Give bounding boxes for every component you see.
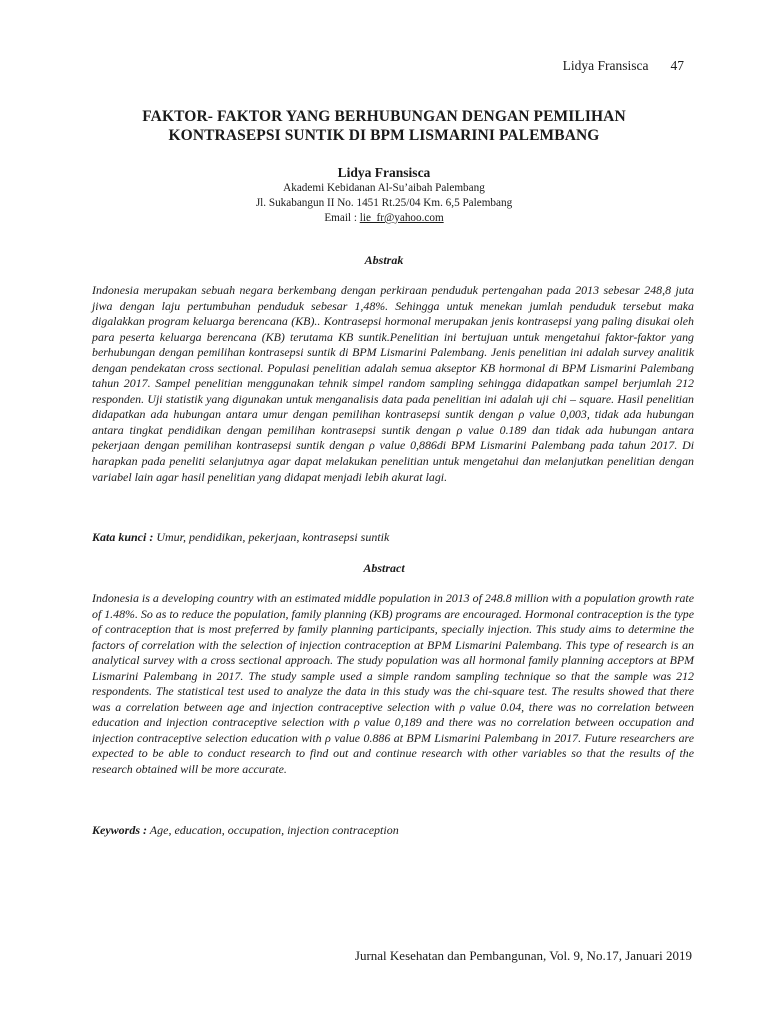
keywords-text: Age, education, occupation, injection contraception (147, 823, 399, 837)
keywords-label: Keywords : (92, 823, 147, 837)
journal-footer: Jurnal Kesehatan dan Pembangunan, Vol. 9, No.17, Januari 2019 (354, 948, 692, 963)
abstrak-heading: Abstrak (364, 253, 404, 267)
running-header (563, 58, 684, 74)
email-link[interactable]: lie_fr@yahoo.com (359, 212, 444, 224)
title-line-2: KONTRASEPSI SUNTIK DI BPM LISMARINI PALEMBANG (168, 127, 600, 144)
email-label: Email : (324, 212, 360, 224)
abstract-text: Indonesia is a developing country with an estimated middle population in 2013 of 248.8 million with a population growth rate of 1.48%. So as to reduce the population, family planning (KB) programs are encouraged. Hormonal contraception is the type of contraception that is most preferred by family planning participants, specially injection. This study aims to determine the factors of correlation with the selection of injection contraception at BPM Lismarini Palembang. This type of research is an analytical survey with a cross sectional approach. The study population was all hormonal family planning acceptors at BPM Lismarini Palembang in 2017. The study sample used a simple random sampling technique so that the sample was 212 respondents. The statistical test used to analyze the data in this study was the chi-square test. The results showed that there was a correlation between age and injection contraceptive selection with ρ value 0.04, there was no correlation between education and injection contraceptive selection with ρ value 0,189 and there was no correlation between occupation and injection contraceptive selection education with ρ value 0.886 at BPM Lismarini Palembang in 2017. Future researchers are expected to be able to conduct research to find out and continue research with other variables so that the results of the research obtained will be more accurate. (92, 591, 694, 777)
author-institution: Akademi Kebidanan Al-Su’aibah Palembang (283, 182, 485, 194)
title-line-1: FAKTOR- FAKTOR YANG BERHUBUNGAN DENGAN PEMILIHAN (142, 108, 626, 125)
header-author: Lidya Fransisca (562, 58, 649, 73)
keywords (92, 823, 694, 838)
abstract-heading: Abstract (363, 561, 405, 575)
author-name: Lidya Fransisca (337, 165, 431, 180)
page-number: 47 (670, 58, 684, 73)
author-address: Jl. Sukabangun II No. 1451 Rt.25/04 Km. 6,5 Palembang (255, 197, 513, 209)
author-email (0, 211, 768, 226)
paper-title (60, 107, 708, 145)
kata-kunci (92, 530, 694, 545)
abstrak-text: Indonesia merupakan sebuah negara berkembang dengan perkiraan penduduk pertengahan pada 2013 sebesar 248,8 juta jiwa dengan laju pertumbuhan penduduk sebesar 1,48%. Sehingga untuk menekan jumlah penduduk tersebut maka digalakkan program keluarga berencana (KB).. Kontrasepsi hormonal merupakan jenis kontrasepsi yang paling disukai oleh para peserta keluarga berencana (KB) terutama KB suntik.Penelitian ini bertujuan untuk mengetahui faktor-faktor yang berhubungan dengan pemilihan kontrasepsi suntik di BPM Lismarini Palembang. Jenis penelitian ini adalah survey analitik dengan pendekatan cross sectional. Populasi penelitian adalah semua akseptor KB hormonal di BPM Lismarini Palembang tahun 2017. Sampel penelitian menggunakan tehnik simpel random sampling sehingga didapatkan sampel berjumlah 212 responden. Uji statistik yang digunakan untuk menganalisis data pada penelitian ini adalah uji chi – square. Hasil penelitian didapatkan ada hubungan antara umur dengan pemilihan kontrasepsi suntik dengan ρ value 0,003, tidak ada hubungan antara tingkat pendidikan dengan pemilihan kontrasepsi suntik dengan ρ value 0.189 dan tidak ada hubungan antara pekerjaan dengan pemilihan kontrasepsi suntik dengan ρ value 0,886di BPM Lismarini Palembang pada tahun 2017. Di harapkan pada peneliti selanjutnya agar dapat melakukan penelitian untuk mengetahui dan melanjutkan penelitian dengan variabel lain agar hasil penelitian yang didapat menjadi lebih akurat lagi. (92, 283, 694, 484)
kata-kunci-text: Umur, pendidikan, pekerjaan, kontrasepsi suntik (153, 530, 390, 544)
kata-kunci-label: Kata kunci : (92, 530, 154, 544)
